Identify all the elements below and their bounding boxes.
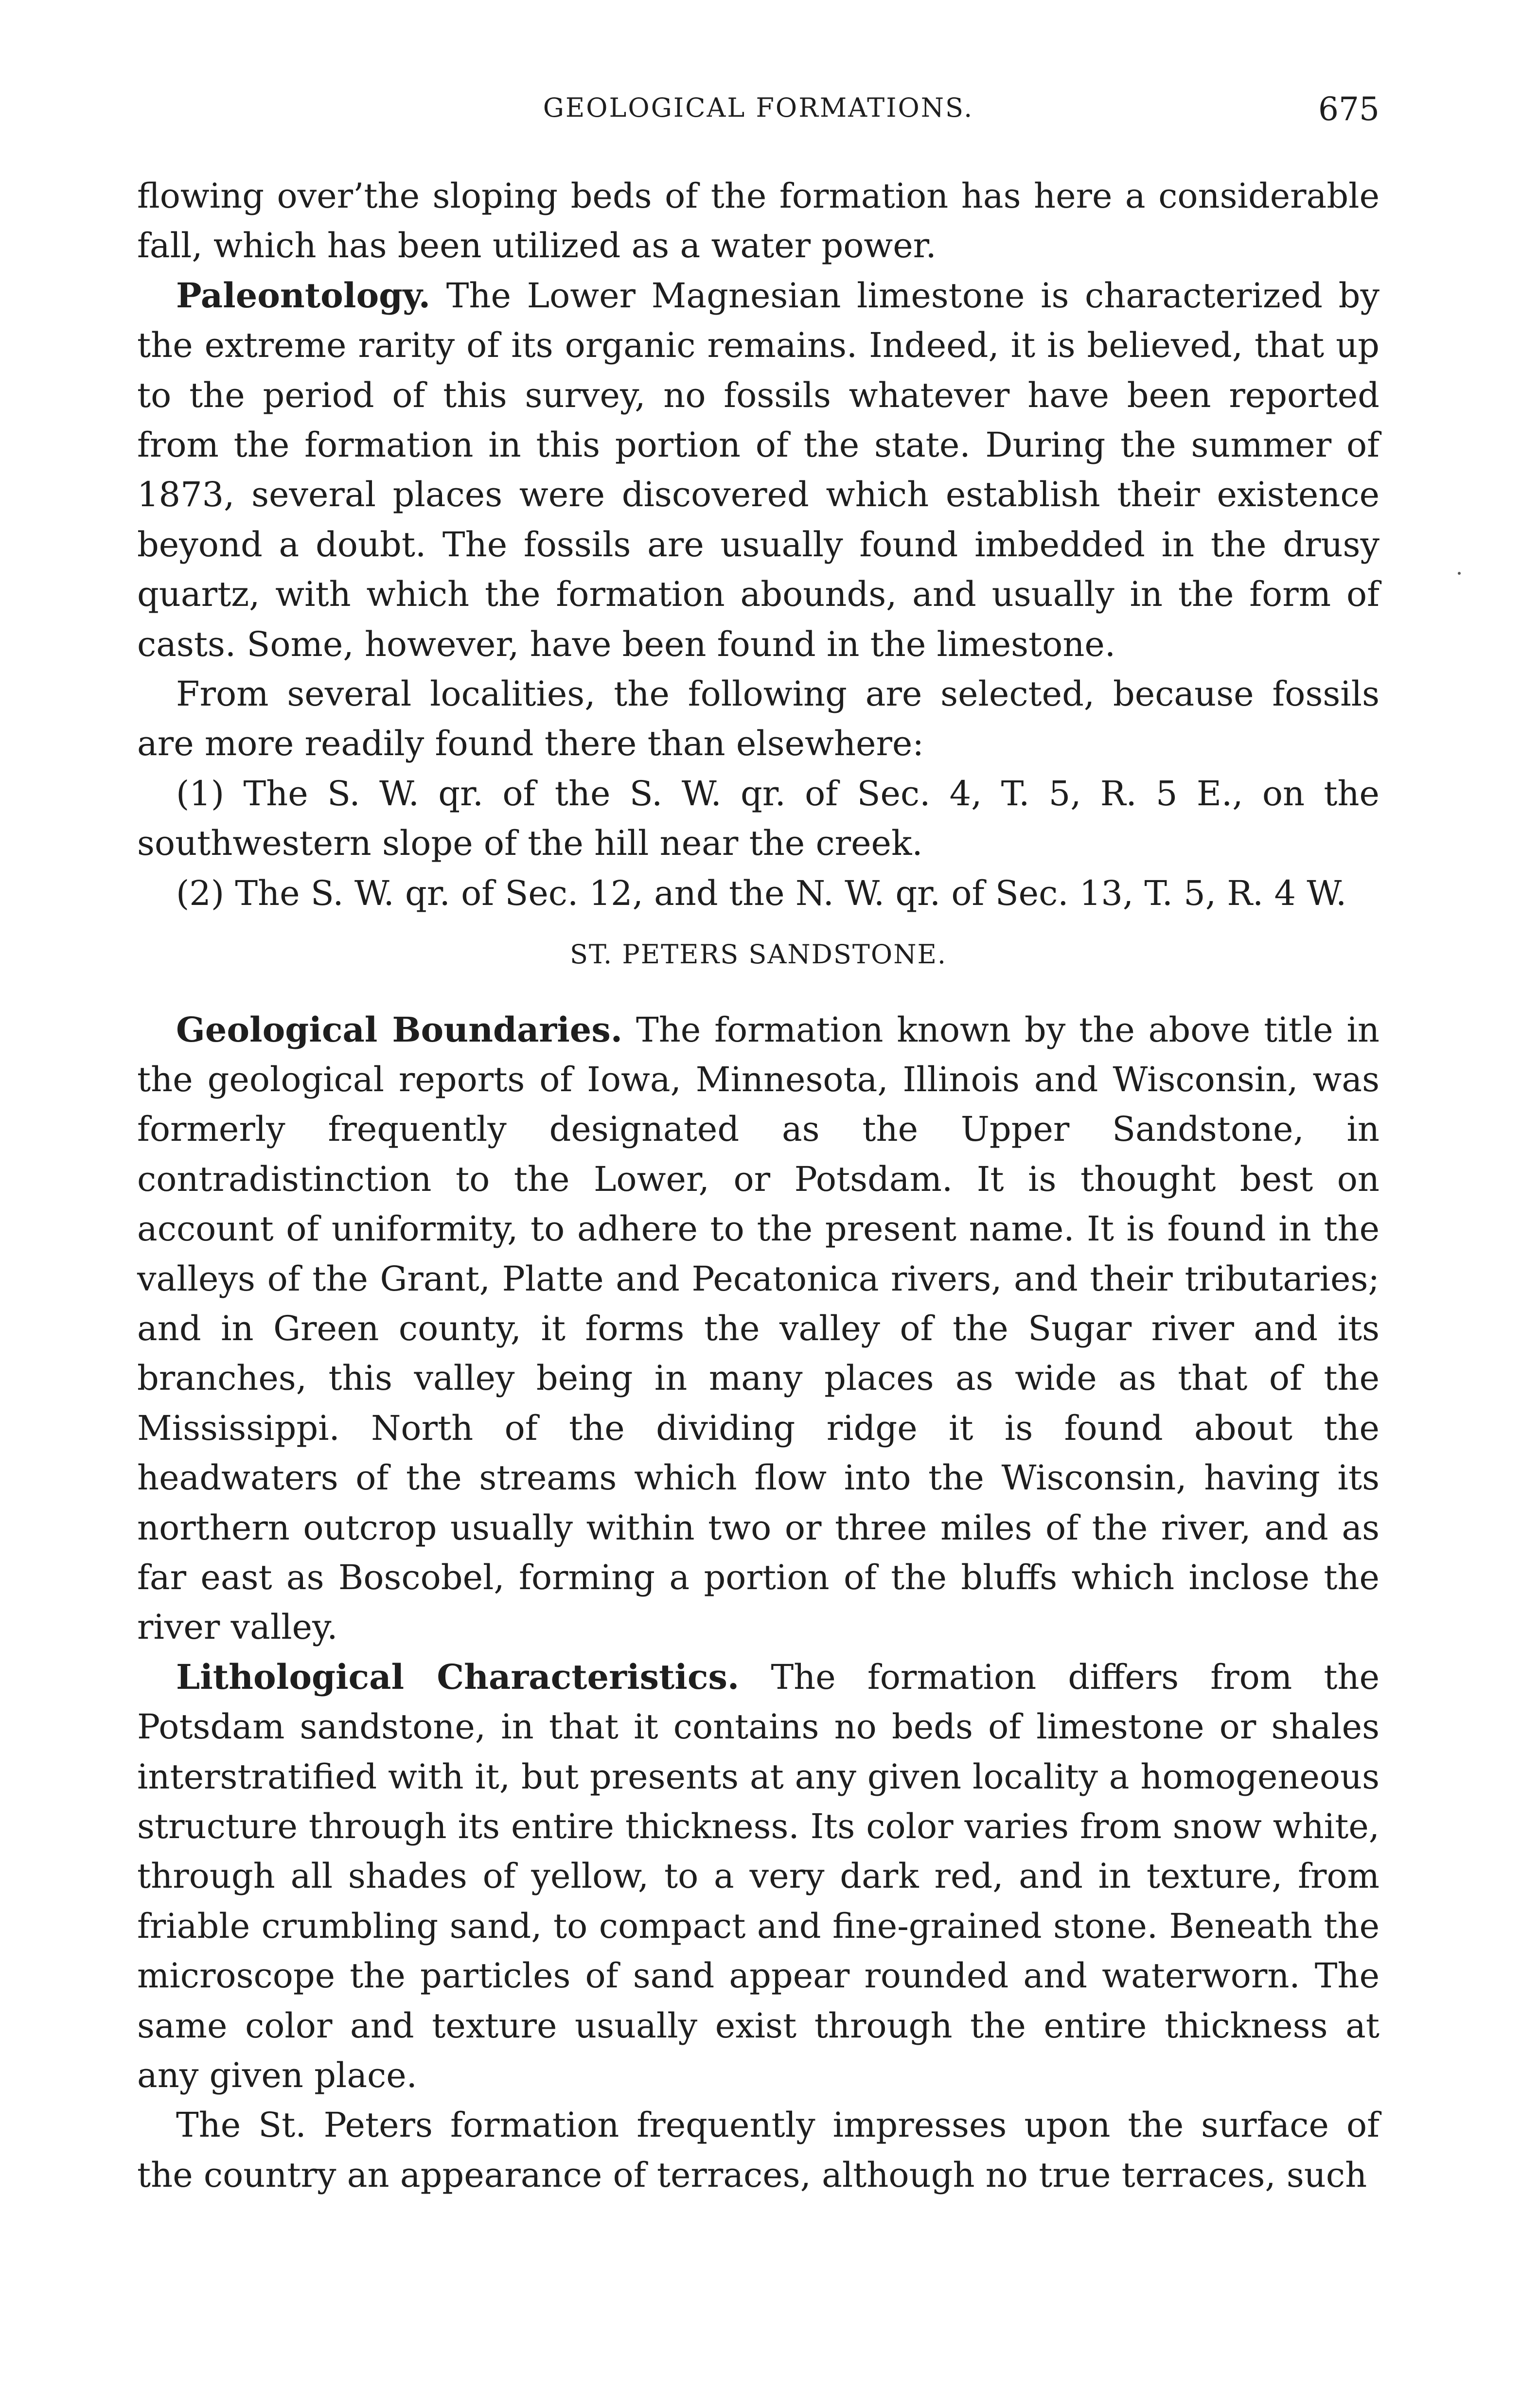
paragraph-geological-boundaries	[137, 1005, 1380, 1652]
paragraph-text: (1) The S. W. qr. of the S. W. qr. of Sec. 4, T. 5, R. 5 E., on the southwestern slope of the hill near the creek.	[137, 773, 1380, 864]
page-number: 675	[1318, 90, 1380, 128]
paragraph-locality-2	[137, 868, 1380, 918]
paragraph-localities	[137, 669, 1380, 769]
section-heading: ST. PETERS SANDSTONE.	[569, 939, 947, 970]
paragraph-text: (2) The S. W. qr. of Sec. 12, and the N. W. qr. of Sec. 13, T. 5, R. 4 W.	[176, 873, 1347, 913]
body-text	[137, 171, 1380, 2200]
paragraph-terraces	[137, 2100, 1380, 2200]
paragraph-text: From several localities, the following are selected, because fossils are more readily found there than elsewhere:	[137, 674, 1380, 764]
paragraph-text: The formation known by the above title in the geological reports of Iowa, Minnesota, Illinois and Wisconsin, was formerly frequently designated as the Upper Sandstone, in contradistinction to the Lower, or Potsdam. It is thought best on account of uniformity, to adhere to the present name. It is found in the valleys of the Grant, Platte and Pecatonica rivers, and their tributaries; and in Green county, it forms the valley of the Sugar river and its branches, this valley being in many places as wide as that of the Mississippi. North of the dividing ridge it is found about the headwaters of the streams which flow into the Wisconsin, having its northern outcrop usually within two or three miles of the river, and as far east as Boscobel, forming a portion of the bluffs which inclose the river valley.	[137, 1009, 1380, 1647]
run-in-heading-paleontology: Paleontology.	[176, 275, 431, 316]
run-in-heading-geological-boundaries: Geological Boundaries.	[176, 1009, 623, 1050]
paragraph-water-power	[137, 171, 1380, 271]
paragraph-text: The Lower Magnesian limestone is characterized by the extreme rarity of its organic remains. Indeed, it is believed, that up to the period of this survey, no fossils whatever have been reported from the formation in this portion of the state. During the summer of 1873, several places were discovered which establish their existence beyond a doubt. The fossils are usually found imbedded in the drusy quartz, with which the formation abounds, and usually in the form of casts. Some, however, have been found in the limestone.	[137, 275, 1380, 664]
scan-speck	[1458, 572, 1461, 575]
paragraph-lithological-characteristics	[137, 1652, 1380, 2101]
paragraph-locality-1	[137, 769, 1380, 868]
paragraph-text: The formation differs from the Potsdam sandstone, in that it contains no beds of limestone or shales interstratified with it, but presents at any given locality a homogeneous structure through its entire thickness. Its color varies from snow white, through all shades of yellow, to a very dark red, and in texture, from friable crumbling sand, to compact and fine-grained stone. Beneath the microscope the particles of sand appear rounded and waterworn. The same color and texture usually exist through the entire thickness at any given place.	[137, 1657, 1380, 2096]
running-title: GEOLOGICAL FORMATIONS.	[543, 92, 974, 123]
running-header	[137, 92, 1380, 136]
run-in-heading-lithological-characteristics: Lithological Characteristics.	[176, 1656, 740, 1697]
paragraph-text: The St. Peters formation frequently impresses upon the surface of the country an appearance of terraces, although no true terraces, such	[137, 2105, 1380, 2195]
paragraph-paleontology	[137, 271, 1380, 669]
paragraph-text: flowing over’the sloping beds of the formation has here a considerable fall, which has been utilized as a water power.	[137, 176, 1380, 266]
